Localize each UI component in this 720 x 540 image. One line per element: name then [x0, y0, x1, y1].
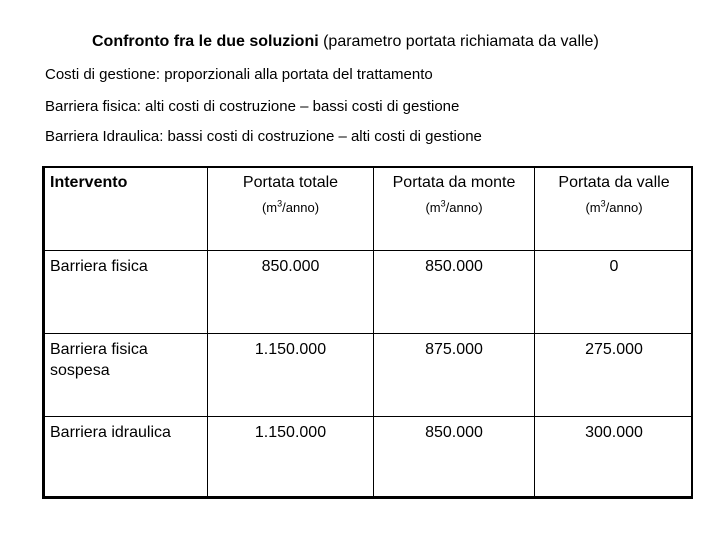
- row-divider: [45, 416, 691, 417]
- cell-totale: 1.150.000: [254, 424, 327, 441]
- cell-monte: 850.000: [425, 258, 483, 275]
- note-gestione: Costi di gestione: proporzionali alla portata del trattamento: [45, 66, 433, 83]
- note-barriera-idraulica: Barriera Idraulica: bassi costi di costruzione – alti costi di gestione: [45, 128, 482, 145]
- col-divider: [207, 168, 208, 496]
- note-barriera-fisica: Barriera fisica: alti costi di costruzione – bassi costi di gestione: [45, 98, 460, 115]
- header-portata-valle: Portata da valle: [558, 174, 670, 191]
- unit-portata-valle: $(m^3/anno)$: [585, 198, 643, 215]
- row-name: Barriera fisica: [50, 258, 148, 275]
- row-name-line2: sospesa: [50, 362, 110, 379]
- title-rest: (parametro portata richiamata da valle): [318, 33, 599, 50]
- cell-monte: 875.000: [425, 341, 483, 358]
- row-name: Barriera idraulica: [50, 424, 171, 441]
- title-bold: Confronto fra le due soluzioni: [92, 33, 319, 50]
- cell-monte: 850.000: [425, 424, 483, 441]
- unit-portata-totale: $(m^3/anno)$: [261, 198, 320, 215]
- comparison-table: [42, 166, 693, 499]
- cell-valle: 300.000: [585, 424, 643, 441]
- col-divider: [534, 168, 535, 496]
- header-portata-monte: Portata da monte: [392, 174, 516, 191]
- header-intervento: Intervento: [50, 174, 128, 191]
- row-divider: [45, 250, 691, 251]
- cell-totale: 850.000: [261, 258, 320, 275]
- row-name: Barriera fisica: [50, 341, 148, 358]
- row-divider: [45, 333, 691, 334]
- unit-portata-monte: $(m^3/anno)$: [425, 198, 483, 215]
- cell-valle: 0: [609, 258, 619, 275]
- page-title: [92, 33, 599, 51]
- col-divider: [373, 168, 374, 496]
- cell-totale: 1.150.000: [254, 341, 327, 358]
- header-portata-totale: Portata totale: [242, 174, 339, 191]
- cell-valle: 275.000: [585, 341, 643, 358]
